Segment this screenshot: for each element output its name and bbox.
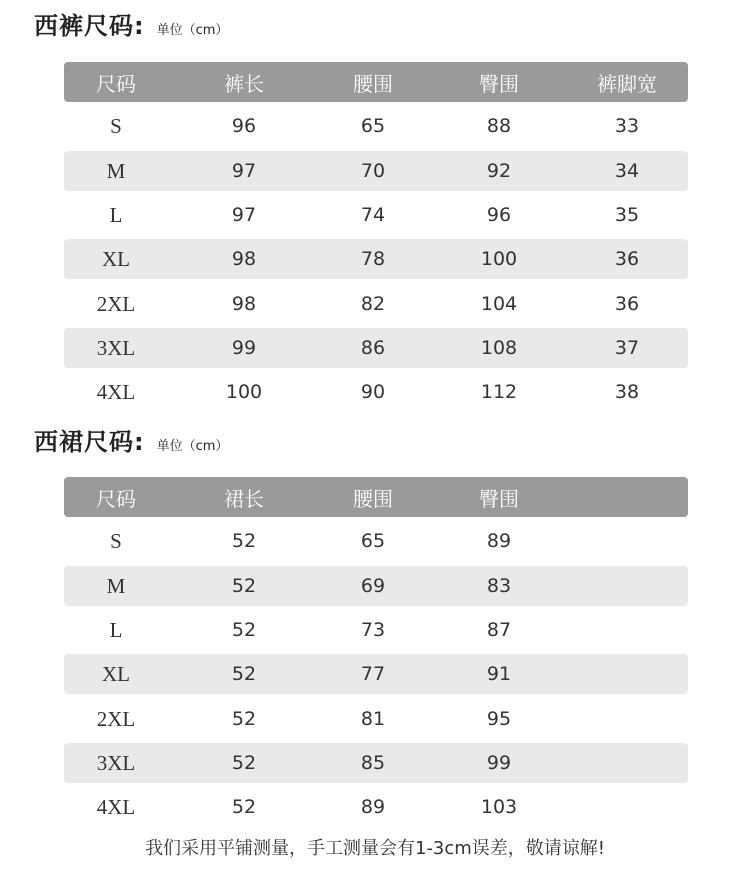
table-row [64,743,688,783]
size-label: M [106,158,126,183]
table-row [64,566,688,606]
measurement-cell: 52 [231,619,257,641]
measurement-cell: 85 [360,752,386,774]
column-header: 裤长 [224,71,264,96]
measurement-cell: 86 [360,337,386,359]
measurement-cell: 73 [360,619,386,641]
measurement-cell: 52 [231,663,257,685]
measurement-cell: 52 [231,530,257,552]
table-row [64,372,688,412]
measurement-cell: 36 [614,248,640,270]
pants-title-row [34,6,228,41]
size-label: 4XL [96,379,136,404]
skirt-title-row [34,422,228,457]
measurement-cell: 95 [486,708,512,730]
measurement-cell: 38 [614,381,640,403]
pants-title: 西裤尺码: [34,12,145,40]
measurement-cell: 52 [231,796,257,818]
table-row [64,787,688,827]
measurement-cell: 52 [231,575,257,597]
measurement-cell: 89 [360,796,386,818]
table-row [64,106,688,146]
measurement-cell: 65 [360,530,386,552]
size-label: L [109,202,123,227]
table-row [64,284,688,324]
table-row [64,195,688,235]
column-header: 臀围 [479,71,519,96]
size-label: 4XL [96,794,136,819]
measurement-cell: 78 [360,248,386,270]
table-row [64,654,688,694]
measurement-cell: 65 [360,115,386,137]
measurement-cell: 112 [480,381,518,403]
column-header: 尺码 [96,486,136,511]
column-header: 裤脚宽 [597,71,657,96]
measurement-cell: 89 [486,530,512,552]
table-row [64,239,688,279]
measurement-cell: 100 [480,248,518,270]
measurement-cell: 74 [360,204,386,226]
measurement-cell: 83 [486,575,512,597]
column-header: 腰围 [353,486,393,511]
measurement-note: 我们采用平铺测量，手工测量会有1-3cm误差，敬请谅解! [144,838,606,859]
size-label: 3XL [96,335,136,360]
measurement-cell: 35 [614,204,640,226]
measurement-cell: 52 [231,708,257,730]
table-row [64,699,688,739]
skirt-table-header [64,477,688,517]
column-header: 尺码 [96,71,136,96]
measurement-cell: 37 [614,337,640,359]
measurement-cell: 87 [486,619,512,641]
measurement-cell: 97 [231,160,257,182]
measurement-cell: 91 [486,663,512,685]
measurement-cell: 88 [486,115,512,137]
skirt-unit: 单位（cm） [156,439,229,454]
column-header: 腰围 [353,71,393,96]
measurement-cell: 92 [486,160,512,182]
size-label: 2XL [96,291,136,316]
measurement-cell: 99 [486,752,512,774]
pants-unit: 单位（cm） [156,23,229,38]
column-header: 裙长 [224,486,264,511]
size-label: 2XL [96,706,136,731]
measurement-cell: 96 [486,204,512,226]
measurement-cell: 99 [231,337,257,359]
measurement-cell: 82 [360,293,386,315]
table-row [64,521,688,561]
measurement-cell: 33 [614,115,640,137]
measurement-cell: 81 [360,708,386,730]
measurement-cell: 70 [360,160,386,182]
size-label: M [106,573,126,598]
table-row [64,328,688,368]
measurement-cell: 34 [614,160,640,182]
measurement-cell: 104 [480,293,518,315]
size-label: S [110,528,122,553]
measurement-cell: 52 [231,752,257,774]
measurement-cell: 98 [231,248,257,270]
measurement-cell: 36 [614,293,640,315]
measurement-cell: 108 [480,337,518,359]
measurement-cell: 98 [231,293,257,315]
size-label: 3XL [96,750,136,775]
measurement-cell: 100 [225,381,263,403]
pants-table-header [64,62,688,102]
measurement-cell: 96 [231,115,257,137]
size-label: L [109,617,123,642]
size-label: S [110,113,122,138]
size-label: XL [102,246,130,271]
measurement-cell: 97 [231,204,257,226]
measurement-cell: 69 [360,575,386,597]
measurement-cell: 90 [360,381,386,403]
size-label: XL [102,661,130,686]
table-row [64,610,688,650]
column-header: 臀围 [479,486,519,511]
table-row [64,151,688,191]
measurement-cell: 77 [360,663,386,685]
skirt-title: 西裙尺码: [34,428,145,456]
measurement-cell: 103 [480,796,518,818]
